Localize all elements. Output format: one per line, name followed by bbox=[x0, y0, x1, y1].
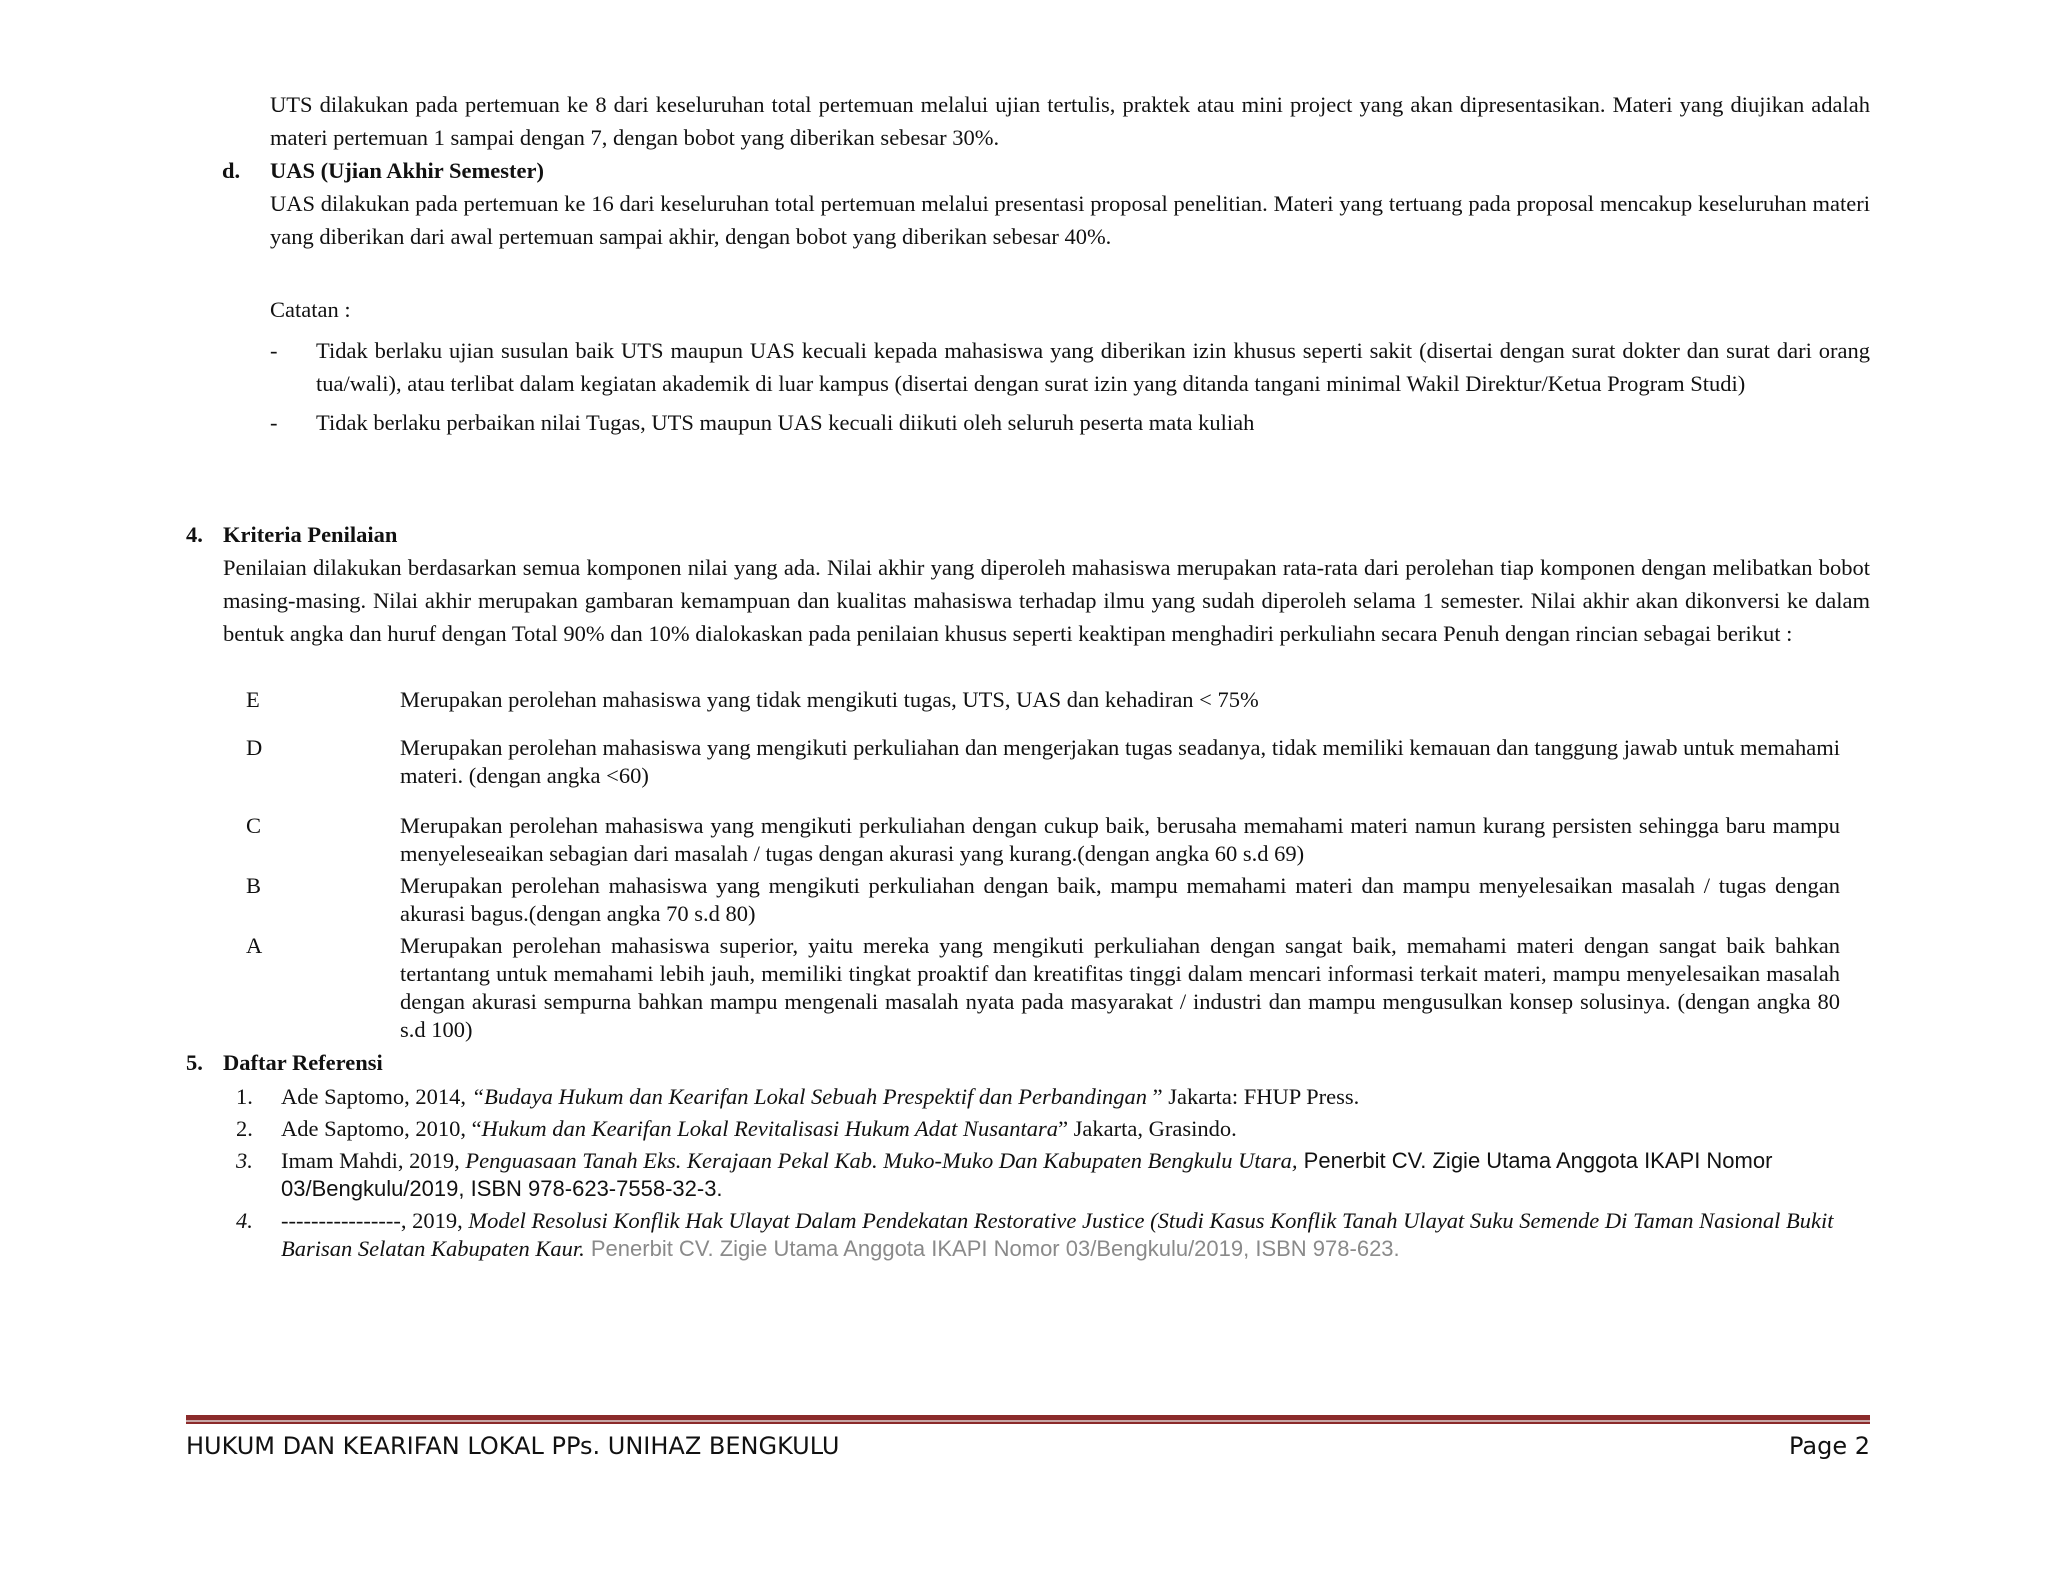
grade-row bbox=[246, 872, 1840, 928]
document-page bbox=[0, 88, 2048, 1263]
reference-title: Penguasaan Tanah Eks. Kerajaan Pekal Kab. Muko-Muko Dan Kabupaten Bengkulu Utara, bbox=[465, 1148, 1298, 1173]
dash-marker: - bbox=[270, 338, 278, 363]
reference-item bbox=[236, 1083, 1870, 1111]
reference-list bbox=[0, 1083, 2048, 1263]
section-title: Kriteria Penilaian bbox=[223, 522, 398, 547]
section-heading-kriteria bbox=[186, 518, 2048, 551]
grade-letter: E bbox=[246, 687, 260, 712]
grade-description: Merupakan perolehan mahasiswa yang tidak mengikuti tugas, UTS, UAS dan kehadiran < 75% bbox=[400, 687, 1259, 712]
uas-heading bbox=[222, 154, 2048, 187]
reference-title: “Budaya Hukum dan Kearifan Lokal Sebuah Prespektif dan Perbandingan bbox=[471, 1084, 1147, 1109]
reference-number: 1. bbox=[236, 1084, 253, 1109]
reference-number: 4. bbox=[236, 1208, 253, 1233]
grade-letter: D bbox=[246, 735, 263, 760]
reference-publisher: Penerbit CV. Zigie Utama Anggota IKAPI Nomor 03/Bengkulu/2019, ISBN 978-623-7558-32-3. bbox=[281, 1148, 1773, 1201]
grade-description: Merupakan perolehan mahasiswa yang mengikuti perkuliahan dan mengerjakan tugas seadanya, tidak memiliki kemauan dan tanggung jawab untuk memahami materi. (dengan angka <60) bbox=[400, 735, 1840, 788]
reference-title: Hukum dan Kearifan Lokal Revitalisasi Hukum Adat Nusantara bbox=[481, 1116, 1059, 1141]
catatan-item-text: Tidak berlaku ujian susulan baik UTS maupun UAS kecuali kepada mahasiswa yang diberikan izin khusus seperti sakit (disertai dengan surat dokter dan surat dari orang tua/wali), atau terlibat dalam kegiatan akademik di luar kampus (disertai dengan surat izin yang ditanda tangani minimal Wakil Direktur/Ketua Program Studi) bbox=[316, 338, 1870, 396]
reference-author: Imam Mahdi, 2019, bbox=[281, 1148, 466, 1173]
grade-letter: B bbox=[246, 873, 262, 898]
catatan-item-text: Tidak berlaku perbaikan nilai Tugas, UTS maupun UAS kecuali diikuti oleh seluruh peserta mata kuliah bbox=[316, 410, 1255, 435]
grade-description: Merupakan perolehan mahasiswa yang mengikuti perkuliahan dengan baik, mampu memahami materi dan mampu menyelesaikan masalah / tugas dengan akurasi bagus.(dengan angka 70 s.d 80) bbox=[400, 873, 1840, 926]
catatan-label: Catatan : bbox=[270, 297, 351, 322]
uts-description: UTS dilakukan pada pertemuan ke 8 dari keseluruhan total pertemuan melalui ujian tertulis, praktek atau mini project yang akan dipresentasikan. Materi yang diujikan adalah materi pertemuan 1 sampai dengan 7, dengan bobot yang diberikan sebesar 30%. bbox=[270, 92, 1870, 150]
section-heading-referensi bbox=[186, 1046, 2048, 1079]
page-number: Page 2 bbox=[1789, 1432, 1870, 1460]
reference-number: 3. bbox=[236, 1148, 253, 1173]
grade-row bbox=[246, 812, 1840, 868]
page-footer bbox=[186, 1430, 1870, 1462]
catatan-item bbox=[270, 406, 1870, 439]
uas-description: UAS dilakukan pada pertemuan ke 16 dari keseluruhan total pertemuan melalui presentasi proposal penelitian. Materi yang tertuang pada proposal mencakup keseluruhan materi yang diberikan dari awal pertemuan sampai akhir, dengan bobot yang diberikan sebesar 40%. bbox=[270, 191, 1870, 249]
footer-divider bbox=[186, 1415, 1870, 1422]
reference-author: Ade Saptomo, 2010, “ bbox=[281, 1116, 482, 1141]
grade-list bbox=[0, 686, 2048, 1044]
reference-author: Ade Saptomo, 2014, bbox=[281, 1084, 472, 1109]
section-title: Daftar Referensi bbox=[223, 1050, 383, 1075]
kriteria-description: Penilaian dilakukan berdasarkan semua komponen nilai yang ada. Nilai akhir yang diperoleh mahasiswa merupakan rata-rata dari perolehan tiap komponen dengan melibatkan bobot masing-masing. Nilai akhir merupakan gambaran kemampuan dan kualitas mahasiswa terhadap ilmu yang sudah diperoleh selama 1 semester. Nilai akhir akan dikonversi ke dalam bentuk angka dan huruf dengan Total 90% dan 10% dialokaskan pada penilaian khusus seperti keaktipan menghadiri perkuliahn secara Penuh dengan rincian sebagai berikut : bbox=[223, 555, 1870, 646]
section-number: 5. bbox=[186, 1050, 203, 1075]
catatan-item bbox=[270, 334, 1870, 400]
section-number: 4. bbox=[186, 522, 203, 547]
reference-item bbox=[236, 1147, 1870, 1203]
grade-description: Merupakan perolehan mahasiswa superior, yaitu mereka yang mengikuti perkuliahan dengan sangat baik, memahami materi dengan sangat baik bahkan tertantang untuk memahami lebih jauh, memiliki tingkat proaktif dan kreatifitas tinggi dalam mencari informasi terkait materi, mampu menyelesaikan masalah dengan akurasi sempurna bahkan mampu mengenali masalah nyata pada masyarakat / industri dan mampu mengusulkan konsep solusinya. (dengan angka 80 s.d 100) bbox=[400, 933, 1840, 1042]
reference-number: 2. bbox=[236, 1116, 253, 1141]
grade-letter: C bbox=[246, 813, 262, 838]
reference-item bbox=[236, 1115, 1870, 1143]
reference-author: ----------------, 2019, bbox=[281, 1208, 469, 1233]
grade-row bbox=[246, 932, 1840, 1044]
grade-row bbox=[246, 734, 1840, 790]
reference-item bbox=[236, 1207, 1870, 1263]
dash-marker: - bbox=[270, 410, 278, 435]
grade-description: Merupakan perolehan mahasiswa yang mengikuti perkuliahan dengan cukup baik, berusaha memahami materi namun kurang persisten sehingga baru mampu menyeleseaikan sebagian dari masalah / tugas dengan akurasi yang kurang.(dengan angka 60 s.d 69) bbox=[400, 813, 1840, 866]
uas-title: UAS (Ujian Akhir Semester) bbox=[270, 158, 544, 183]
footer-title: HUKUM DAN KEARIFAN LOKAL PPs. UNIHAZ BENGKULU bbox=[186, 1432, 840, 1460]
reference-title: Model Resolusi Konflik Hak Ulayat Dalam Pendekatan Restorative Justice (Studi Kasus Konflik Tanah Ulayat Suku Semende Di Taman Nasional Bukit Barisan Selatan Kabupaten Kaur. bbox=[281, 1208, 1834, 1261]
reference-publisher: ” Jakarta, Grasindo. bbox=[1058, 1116, 1237, 1141]
grade-row bbox=[246, 686, 1840, 714]
grade-letter: A bbox=[246, 933, 263, 958]
reference-publisher: Penerbit CV. Zigie Utama Anggota IKAPI Nomor 03/Bengkulu/2019, ISBN 978-623. bbox=[584, 1236, 1400, 1261]
reference-publisher: ” Jakarta: FHUP Press. bbox=[1146, 1084, 1360, 1109]
uas-label: d. bbox=[222, 158, 241, 183]
